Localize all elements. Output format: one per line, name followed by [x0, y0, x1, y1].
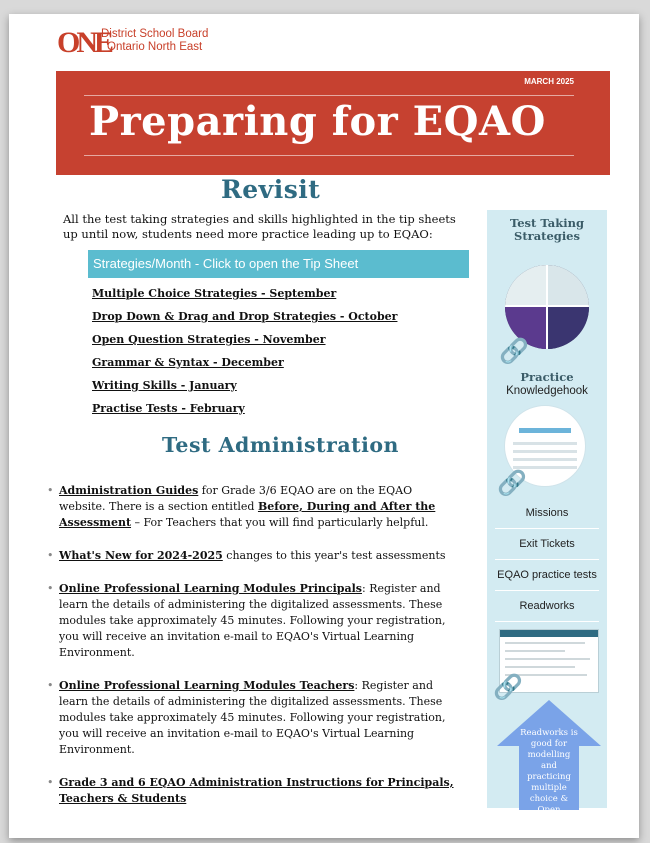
link-writing[interactable]: Writing Skills - January: [92, 379, 237, 392]
org-line-1: District School Board: [101, 28, 209, 40]
divider: [495, 528, 599, 529]
logo-org-name: [101, 28, 208, 54]
link-drop-down[interactable]: Drop Down & Drag and Drop Strategies - October: [92, 310, 398, 323]
practice-label: Practice: [520, 370, 574, 384]
sidebar-heading: Test Taking Strategies: [510, 216, 584, 243]
issue-date: MARCH 2025: [524, 77, 574, 86]
revisit-heading: Revisit: [221, 175, 321, 204]
item-text: : Register and learn the details of administering the digitalized assessments. These modules take approximately 45 minutes. Following your registration, you will receive an invitation e-mail to EQAO's Virtual Learning Environment.: [59, 582, 446, 659]
link-open-question[interactable]: Open Question Strategies - November: [92, 333, 326, 346]
link-admin-guides[interactable]: Administration Guides: [59, 484, 199, 497]
readworks-note: Readworks is good for modelling and practicing multiple choice & Open Response.: [520, 728, 578, 826]
link-multiple-choice[interactable]: Multiple Choice Strategies - September: [92, 287, 337, 300]
missions-link[interactable]: Missions: [525, 507, 569, 519]
tip-sheet-bar-label: Strategies/Month - Click to open the Tip Sheet: [93, 256, 359, 271]
page-title: Preparing for EQAO: [89, 98, 546, 145]
item-text: : Register and learn the details of administering the digitalized assessments. These modules take approximately 45 minutes. Following your registration, you will receive an invitation e-mail to EQAO's Virtual Learning Environment.: [59, 679, 446, 756]
link-modules-teachers[interactable]: Online Professional Learning Modules Teachers: [59, 679, 355, 692]
link-modules-principals[interactable]: Online Professional Learning Modules Principals: [59, 582, 362, 595]
list-item: [47, 483, 461, 531]
item-text: – For Teachers that you will find particularly helpful.: [131, 516, 429, 529]
tip-sheet-bar: [88, 250, 469, 278]
list-item: [47, 775, 461, 807]
link-admin-instructions[interactable]: Grade 3 and 6 EQAO Administration Instructions for Principals, Teachers & Students: [59, 776, 454, 805]
divider: [495, 559, 599, 560]
link-whats-new[interactable]: What's New for 2024-2025: [59, 549, 223, 562]
link-icon: 🔗: [499, 336, 529, 365]
link-icon: 🔗: [497, 468, 527, 497]
title-banner: [56, 71, 610, 175]
list-item: [47, 581, 461, 661]
revisit-intro: All the test taking strategies and skills highlighted in the tip sheets up until now, students need more practice leading up to EQAO:: [63, 212, 456, 241]
readworks-link[interactable]: Readworks: [519, 600, 575, 612]
knowledgehook-link[interactable]: Knowledgehook: [506, 385, 588, 397]
link-practise-tests[interactable]: Practise Tests - February: [92, 402, 245, 415]
exit-tickets-link[interactable]: Exit Tickets: [519, 538, 575, 550]
logo-mark: ONE: [57, 26, 111, 59]
org-line-2: Ontario North East: [107, 41, 203, 53]
test-admin-list: [47, 483, 461, 807]
link-grammar[interactable]: Grammar & Syntax - December: [92, 356, 284, 369]
list-item: [47, 548, 461, 564]
board-logo: [57, 26, 207, 66]
divider: [495, 621, 599, 622]
eqao-practice-link[interactable]: EQAO practice tests: [497, 569, 597, 581]
item-text: changes to this year's test assessments: [222, 549, 446, 562]
newsletter-page: [9, 14, 639, 838]
banner-rule-bottom: [84, 155, 574, 156]
list-item: [47, 678, 461, 758]
tip-sheet-links: [92, 286, 397, 424]
link-icon: 🔗: [493, 672, 523, 701]
resources-sidebar: [487, 210, 607, 826]
banner-rule-top: [84, 95, 574, 96]
link-before-during-after[interactable]: Before, During and After the Assessment: [59, 500, 436, 529]
item-text: for Grade 3/6 EQAO are on the EQAO website. There is a section entitled: [59, 484, 413, 513]
test-admin-heading: Test Administration: [162, 433, 399, 457]
divider: [495, 590, 599, 591]
